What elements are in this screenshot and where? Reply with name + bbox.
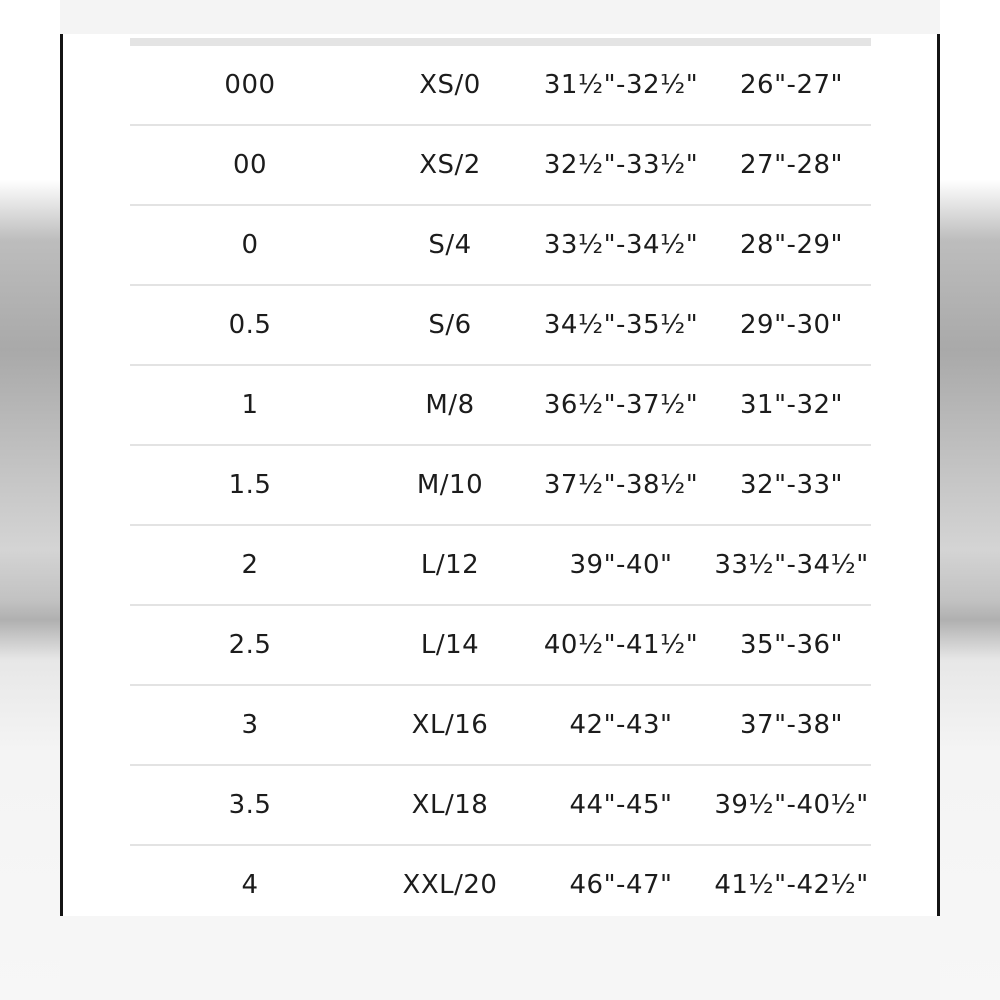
waist-cell: 41½"-42½" <box>712 845 871 916</box>
waist-cell: 28"-29" <box>712 205 871 285</box>
bust-cell: 32½"-33½" <box>530 125 712 205</box>
bust-cell: 44"-45" <box>530 765 712 845</box>
alpha-size-cell: M/8 <box>370 365 530 445</box>
table-row <box>130 205 871 285</box>
alpha-size-cell: XL/18 <box>370 765 530 845</box>
waist-cell: 39½"-40½" <box>712 765 871 845</box>
bust-cell: 40½"-41½" <box>530 605 712 685</box>
waist-cell: 37"-38" <box>712 685 871 765</box>
size-cell: 2 <box>130 525 370 605</box>
size-cell: 1 <box>130 365 370 445</box>
size-chart-panel <box>60 34 940 916</box>
alpha-size-cell: L/14 <box>370 605 530 685</box>
waist-cell: 35"-36" <box>712 605 871 685</box>
alpha-size-cell: S/4 <box>370 205 530 285</box>
alpha-size-cell: XS/0 <box>370 46 530 125</box>
bust-cell: 34½"-35½" <box>530 285 712 365</box>
size-cell: 3 <box>130 685 370 765</box>
waist-cell: 26"-27" <box>712 46 871 125</box>
table-row <box>130 605 871 685</box>
bust-cell: 37½"-38½" <box>530 445 712 525</box>
bust-cell: 36½"-37½" <box>530 365 712 445</box>
size-cell: 1.5 <box>130 445 370 525</box>
blurred-backdrop-left <box>0 0 60 1000</box>
bottom-blank-area <box>60 916 940 1000</box>
blurred-backdrop-right <box>940 0 1000 1000</box>
waist-cell: 27"-28" <box>712 125 871 205</box>
bust-cell: 39"-40" <box>530 525 712 605</box>
alpha-size-cell: L/12 <box>370 525 530 605</box>
alpha-size-cell: XL/16 <box>370 685 530 765</box>
size-cell: 00 <box>130 125 370 205</box>
table-row <box>130 445 871 525</box>
waist-cell: 33½"-34½" <box>712 525 871 605</box>
alpha-size-cell: M/10 <box>370 445 530 525</box>
alpha-size-cell: XXL/20 <box>370 845 530 916</box>
size-cell: 0 <box>130 205 370 285</box>
size-cell: 0.5 <box>130 285 370 365</box>
waist-cell: 31"-32" <box>712 365 871 445</box>
bust-cell: 31½"-32½" <box>530 46 712 125</box>
table-row <box>130 685 871 765</box>
table-row <box>130 765 871 845</box>
size-chart-table <box>130 46 871 916</box>
table-row <box>130 525 871 605</box>
size-cell: 000 <box>130 46 370 125</box>
table-row <box>130 845 871 916</box>
size-cell: 2.5 <box>130 605 370 685</box>
table-row <box>130 285 871 365</box>
size-cell: 4 <box>130 845 370 916</box>
bust-cell: 33½"-34½" <box>530 205 712 285</box>
bust-cell: 46"-47" <box>530 845 712 916</box>
size-cell: 3.5 <box>130 765 370 845</box>
table-header-bar <box>130 38 871 46</box>
bust-cell: 42"-43" <box>530 685 712 765</box>
table-row <box>130 365 871 445</box>
alpha-size-cell: S/6 <box>370 285 530 365</box>
waist-cell: 29"-30" <box>712 285 871 365</box>
table-row <box>130 125 871 205</box>
alpha-size-cell: XS/2 <box>370 125 530 205</box>
table-row <box>130 46 871 125</box>
waist-cell: 32"-33" <box>712 445 871 525</box>
